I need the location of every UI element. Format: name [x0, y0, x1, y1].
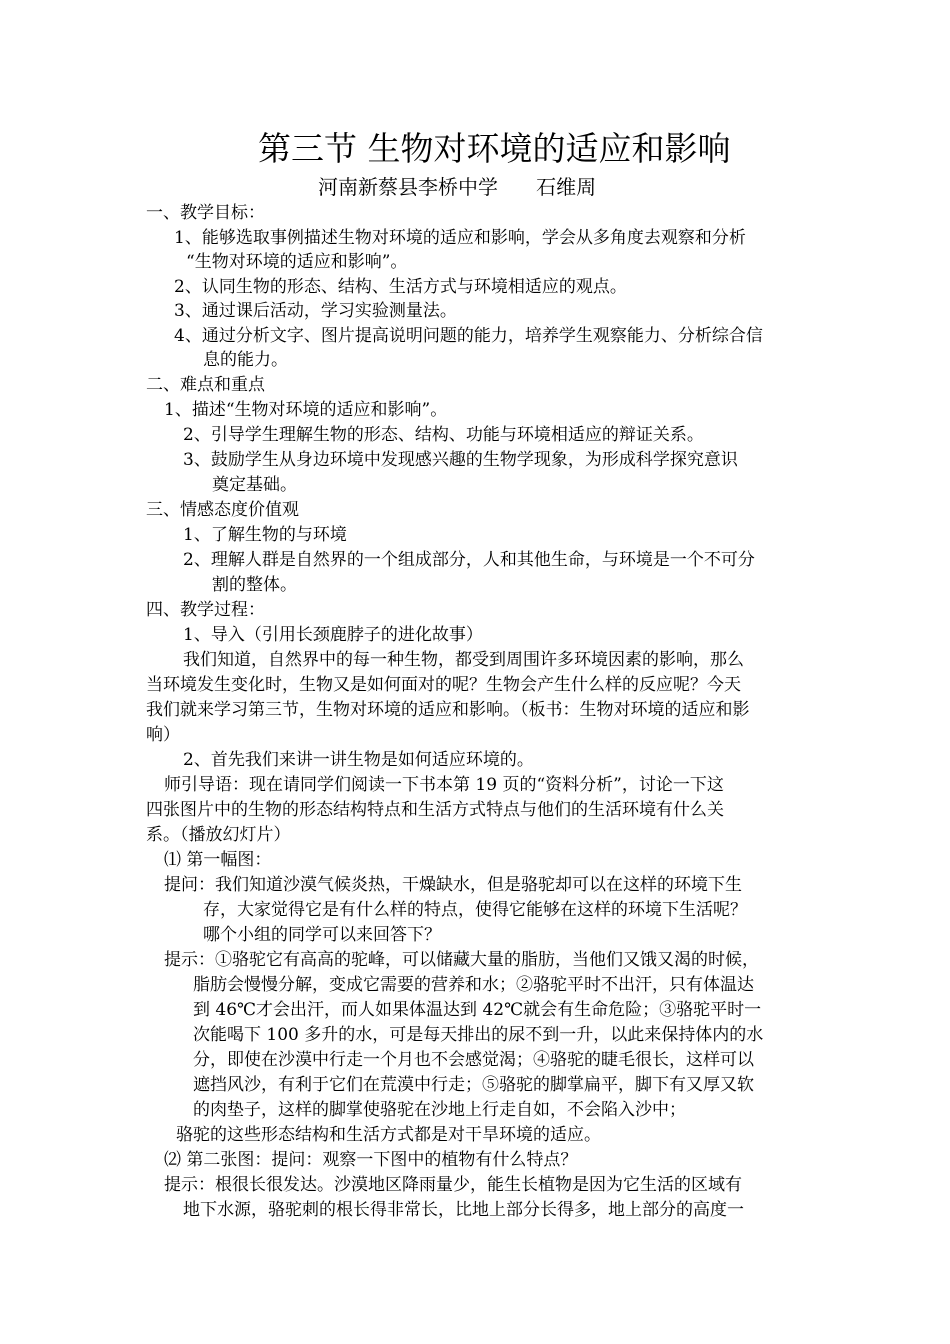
text-line: 师引导语：现在请同学们阅读一下书本第 19 页的“资料分析”，讨论一下这 — [164, 775, 724, 795]
text-line: 分，即使在沙漠中行走一个月也不会感觉渴；④骆驼的睫毛很长，这样可以 — [193, 1050, 754, 1070]
text-line: 系。（播放幻灯片） — [146, 825, 291, 845]
text-line: 地下水源，骆驼刺的根长得非常长，比地上部分长得多，地上部分的高度一 — [183, 1200, 744, 1220]
text-line: 我们就来学习第三节，生物对环境的适应和影响。（板书：生物对环境的适应和影 — [146, 700, 750, 720]
text-line: 当环境发生变化时，生物又是如何面对的呢？生物会产生什么样的反应呢？今天 — [146, 675, 741, 695]
text-line: 奠定基础。 — [212, 475, 297, 495]
text-line: 1、描述“生物对环境的适应和影响”。 — [164, 400, 448, 420]
text-line: 2、理解人群是自然界的一个组成部分，人和其他生命，与环境是一个不可分 — [183, 550, 755, 570]
text-line: 我们知道，自然界中的每一种生物，都受到周围许多环境因素的影响，那么 — [183, 650, 744, 670]
text-line: 脂肪会慢慢分解，变成它需要的营养和水；②骆驼平时不出汗，只有体温达 — [193, 975, 754, 995]
text-line: 存，大家觉得它是有什么样的特点，使得它能够在这样的环境下生活呢？ — [203, 900, 747, 920]
text-line: 次能喝下 100 多升的水，可是每天排出的尿不到一升，以此来保持体内的水 — [193, 1025, 764, 1045]
document-title: 第三节 生物对环境的适应和影响 — [258, 129, 731, 168]
text-line: 提问：我们知道沙漠气候炎热，干燥缺水，但是骆驼却可以在这样的环境下生 — [164, 875, 742, 895]
text-line: 1、能够选取事例描述生物对环境的适应和影响，学会从多角度去观察和分析 — [174, 228, 746, 248]
text-line: 2、认同生物的形态、结构、生活方式与环境相适应的观点。 — [174, 277, 627, 297]
text-line: 骆驼的这些形态结构和生活方式都是对干旱环境的适应。 — [176, 1125, 601, 1145]
text-line: 3、鼓励学生从身边环境中发现感兴趣的生物学现象，为形成科学探究意识 — [183, 450, 738, 470]
text-line: 响） — [146, 725, 180, 745]
text-line: 4、通过分析文字、图片提高说明问题的能力，培养学生观察能力、分析综合信 — [174, 326, 763, 346]
text-line: ⑵ 第二张图：提问：观察一下图中的植物有什么特点？ — [164, 1150, 578, 1170]
text-line: 3、通过课后活动，学习实验测量法。 — [174, 301, 457, 321]
text-line: 1、导入（引用长颈鹿脖子的进化故事） — [183, 625, 483, 645]
document-author: 河南新蔡县李桥中学 石维周 — [318, 175, 597, 199]
text-line: 息的能力。 — [203, 350, 288, 370]
text-line: “生物对环境的适应和影响”。 — [186, 252, 408, 272]
text-line: 1、了解生物的与环境 — [183, 525, 347, 545]
section-heading: 一、教学目标： — [146, 203, 265, 223]
section-heading: 二、难点和重点 — [146, 375, 265, 395]
section-heading: 三、情感态度价值观 — [146, 500, 299, 520]
text-line: 的肉垫子，这样的脚掌使骆驼在沙地上行走自如，不会陷入沙中； — [193, 1100, 686, 1120]
text-line: 提示：①骆驼它有高高的驼峰，可以储藏大量的脂肪，当他们又饿又渴的时候， — [164, 950, 759, 970]
text-line: 2、引导学生理解生物的形态、结构、功能与环境相适应的辩证关系。 — [183, 425, 704, 445]
text-line: 四张图片中的生物的形态结构特点和生活方式特点与他们的生活环境有什么关 — [146, 800, 724, 820]
text-line: 2、首先我们来讲一讲生物是如何适应环境的。 — [183, 750, 534, 770]
text-line: 割的整体。 — [212, 575, 297, 595]
text-line: 遮挡风沙，有利于它们在荒漠中行走；⑤骆驼的脚掌扁平，脚下有又厚又软 — [193, 1075, 754, 1095]
text-line: 提示：根很长很发达。沙漠地区降雨量少，能生长植物是因为它生活的区域有 — [164, 1175, 742, 1195]
text-line: ⑴ 第一幅图： — [164, 850, 272, 870]
text-line: 到 46℃才会出汗，而人如果体温达到 42℃就会有生命危险；③骆驼平时一 — [193, 1000, 762, 1020]
section-heading: 四、教学过程： — [146, 600, 265, 620]
text-line: 哪个小组的同学可以来回答下？ — [203, 925, 441, 945]
